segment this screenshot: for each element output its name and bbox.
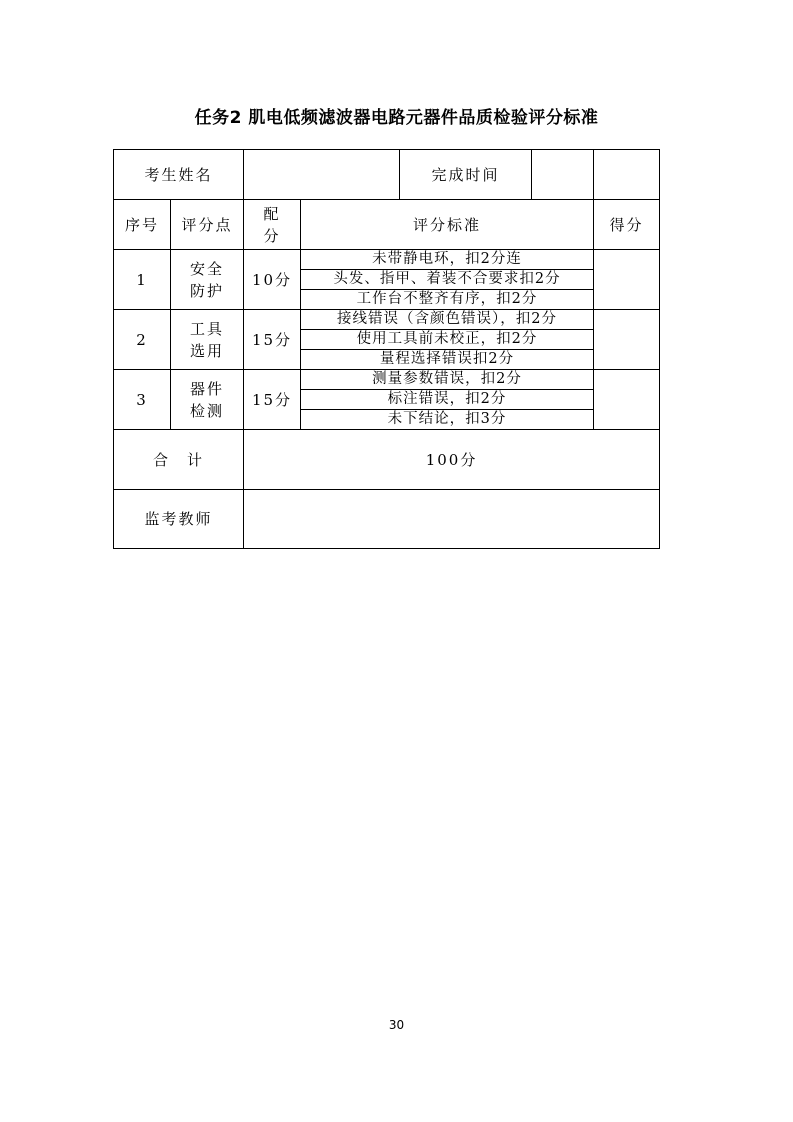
row-point	[171, 310, 244, 370]
col-score: 得分	[594, 200, 660, 250]
col-point: 评分点	[171, 200, 244, 250]
row-point	[171, 250, 244, 310]
row-score[interactable]	[594, 250, 660, 310]
page-number: 30	[388, 1018, 405, 1032]
row-point-text: 工具选用	[189, 319, 224, 360]
criteria-item: 头发、指甲、着装不合要求扣2分	[301, 270, 594, 290]
row-point-text: 器件检测	[189, 379, 224, 420]
name-value[interactable]	[244, 150, 400, 199]
scoring-table	[113, 149, 660, 549]
criteria-item: 测量参数错误，扣2分	[301, 370, 594, 390]
row-score[interactable]	[594, 370, 660, 430]
row-seq: 2	[114, 310, 171, 370]
total-label: 合 计	[114, 430, 244, 490]
examiner-row	[114, 490, 660, 549]
table-row	[114, 310, 660, 330]
row-score[interactable]	[594, 310, 660, 370]
header-row	[114, 150, 660, 200]
criteria-item: 未带静电环，扣2分连	[301, 250, 594, 270]
criteria-item: 工作台不整齐有序，扣2分	[301, 290, 594, 310]
time-value[interactable]	[594, 150, 660, 200]
col-criteria: 评分标准	[301, 200, 594, 250]
time-label: 完成时间	[400, 150, 532, 199]
criteria-item: 未下结论，扣3分	[301, 410, 594, 430]
criteria-item: 标注错误，扣2分	[301, 390, 594, 410]
page-title: 任务2 肌电低频滤波器电路元器件品质检验评分标准	[194, 108, 599, 128]
row-point	[171, 370, 244, 430]
row-seq: 3	[114, 370, 171, 430]
row-points: 15分	[244, 310, 301, 370]
criteria-item: 接线错误（含颜色错误），扣2分	[301, 310, 594, 330]
col-seq: 序号	[114, 200, 171, 250]
criteria-item: 使用工具前未校正，扣2分	[301, 330, 594, 350]
column-header-row	[114, 200, 660, 250]
examiner-label: 监考教师	[114, 490, 244, 549]
criteria-item: 量程选择错误扣2分	[301, 350, 594, 370]
name-label: 考生姓名	[114, 150, 244, 200]
examiner-value[interactable]	[244, 490, 660, 549]
total-row	[114, 430, 660, 490]
col-points-top: 配	[263, 204, 281, 223]
row-points: 10分	[244, 250, 301, 310]
row-points: 15分	[244, 370, 301, 430]
table-row	[114, 250, 660, 270]
col-points-bottom: 分	[263, 226, 281, 245]
total-value: 100分	[244, 430, 660, 490]
row-point-text: 安全防护	[189, 259, 224, 300]
row-seq: 1	[114, 250, 171, 310]
col-points	[244, 200, 301, 250]
table-row	[114, 370, 660, 390]
